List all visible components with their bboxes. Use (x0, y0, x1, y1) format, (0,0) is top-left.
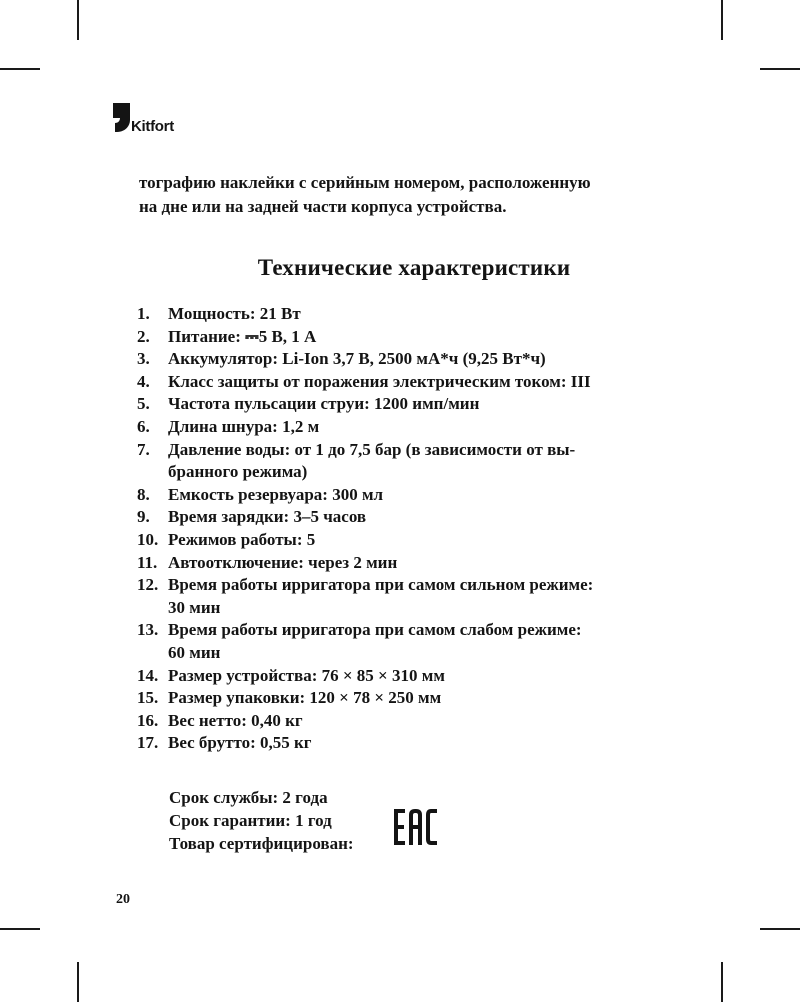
spec-number: 15. (137, 688, 159, 708)
spec-text (168, 506, 366, 529)
crop-mark-right-bottom (760, 928, 800, 930)
spec-number: 7. (137, 439, 150, 459)
spec-item (137, 326, 697, 349)
spec-line: Время работы ирригатора при самом слабом режиме: (168, 620, 582, 640)
certified-label: Товар сертифицирован: (169, 834, 354, 853)
spec-line: Класс защиты от поражения электрическим током: III (168, 371, 591, 391)
spec-number: 4. (137, 371, 150, 391)
spec-item (137, 303, 697, 326)
spec-item (137, 484, 697, 507)
spec-item (137, 416, 697, 439)
spec-line: Режимов работы: 5 (168, 529, 316, 549)
spec-item (137, 439, 697, 484)
section-heading: Технические характеристики (257, 255, 571, 280)
spec-text (168, 416, 319, 439)
spec-line: 30 мин (168, 597, 221, 617)
spec-line: Вес нетто: 0,40 кг (168, 710, 303, 730)
kitfort-logo-icon (113, 103, 130, 133)
spec-number: 8. (137, 484, 150, 504)
crop-mark-left-bottom (0, 928, 40, 930)
spec-text (168, 552, 397, 575)
spec-number: 6. (137, 416, 150, 436)
crop-mark-top-left (77, 0, 79, 40)
spec-line: Частота пульсации струи: 1200 имп/мин (168, 394, 480, 414)
crop-mark-left-top (0, 68, 40, 70)
spec-number: 1. (137, 304, 150, 323)
spec-item (137, 687, 697, 710)
spec-line: Мощность: 21 Вт (168, 304, 301, 323)
spec-text (168, 439, 575, 484)
spec-item (137, 348, 697, 371)
spec-number: 3. (137, 349, 150, 369)
spec-number: 13. (137, 620, 159, 640)
spec-number: 5. (137, 394, 150, 414)
spec-number: 17. (137, 733, 159, 753)
spec-text (168, 371, 591, 394)
crop-mark-right-top (760, 68, 800, 70)
spec-item (137, 665, 697, 688)
spec-line: Время зарядки: 3–5 часов (168, 507, 367, 527)
spec-text (168, 710, 303, 733)
eac-mark-icon (393, 808, 439, 846)
spec-item (137, 732, 697, 755)
crop-mark-bottom-left (77, 962, 79, 1002)
crop-mark-bottom-right (721, 962, 723, 1002)
spec-item (137, 393, 697, 416)
crop-mark-top-right (721, 0, 723, 40)
spec-number: 9. (137, 507, 150, 527)
brand-logo (113, 103, 203, 137)
spec-item (137, 371, 697, 394)
spec-text (168, 348, 546, 371)
spec-line: Вес брутто: 0,55 кг (168, 733, 312, 753)
spec-line: Давление воды: от 1 до 7,5 бар (в зависимости от вы- (168, 439, 576, 459)
spec-text (168, 665, 445, 688)
spec-line: Размер устройства: 76 × 85 × 310 мм (168, 665, 445, 685)
spec-number: 10. (137, 529, 159, 549)
spec-line: 60 мин (168, 642, 221, 662)
page-number: 20 (116, 892, 130, 907)
spec-line: Длина шнура: 1,2 м (168, 416, 320, 436)
spec-item (137, 710, 697, 733)
intro-line: на дне или на задней части корпуса устройства. (139, 197, 507, 216)
spec-item (137, 552, 697, 575)
service-life: Срок службы: 2 года (169, 788, 328, 807)
spec-line: Автоотключение: через 2 мин (168, 552, 398, 572)
spec-number: 16. (137, 710, 159, 730)
brand-name: Kitfort (131, 118, 174, 135)
specs-list (137, 303, 697, 755)
spec-number: 14. (137, 665, 159, 685)
spec-line: Время работы ирригатора при самом сильном режиме: (168, 575, 594, 595)
spec-text (168, 619, 582, 664)
spec-line: Размер упаковки: 120 × 78 × 250 мм (168, 688, 442, 708)
spec-number: 2. (137, 326, 150, 346)
spec-item (137, 619, 697, 664)
spec-text (168, 326, 316, 349)
footer-info (169, 786, 354, 855)
warranty: Срок гарантии: 1 год (169, 811, 332, 830)
intro-paragraph (139, 171, 699, 219)
spec-text (168, 303, 301, 326)
spec-text (168, 484, 383, 507)
spec-line: Питание: ⎓5 В, 1 А (168, 326, 317, 346)
spec-number: 11. (137, 552, 158, 572)
spec-item (137, 529, 697, 552)
spec-text (168, 574, 593, 619)
spec-line: Аккумулятор: Li-Ion 3,7 В, 2500 мА*ч (9,25 Вт*ч) (168, 349, 546, 369)
spec-line: Емкость резервуара: 300 мл (168, 484, 384, 504)
spec-item (137, 506, 697, 529)
spec-item (137, 574, 697, 619)
spec-number: 12. (137, 575, 159, 595)
spec-text (168, 687, 441, 710)
spec-text (168, 393, 479, 416)
spec-line: бранного режима) (168, 462, 308, 482)
spec-text (168, 732, 312, 755)
spec-text (168, 529, 315, 552)
intro-line: тографию наклейки с серийным номером, расположенную (139, 173, 591, 192)
